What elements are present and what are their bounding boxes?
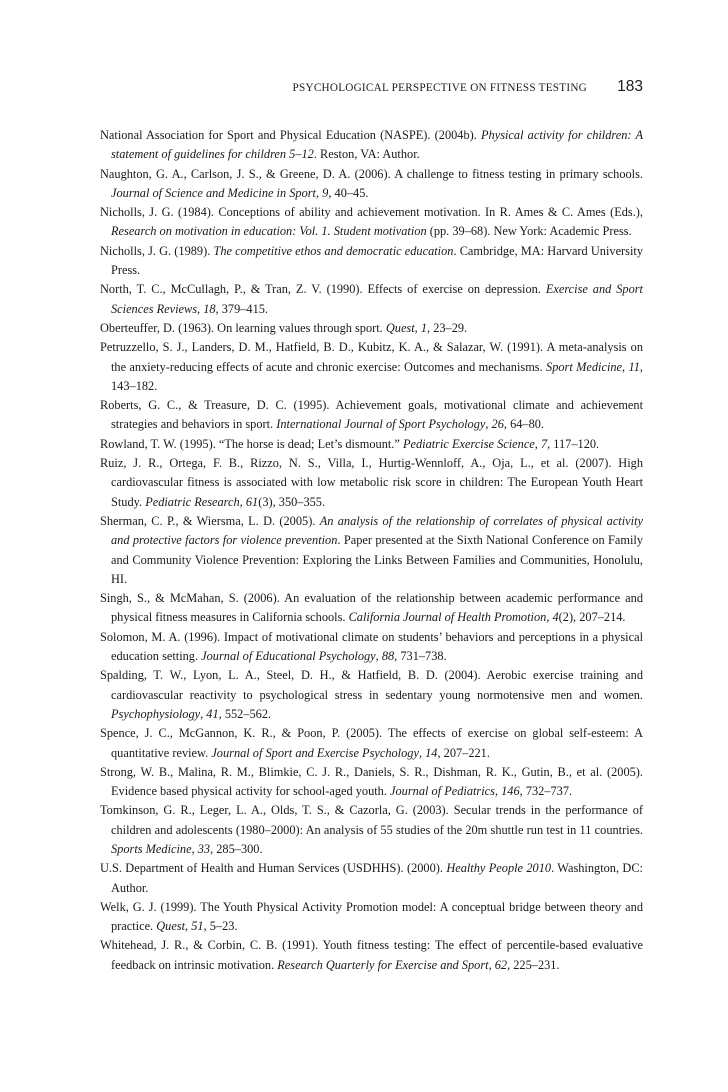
reference-text: Solomon, M. A. (1996). Impact of motivational climate on students’ behaviors and perceptions in a physical education setting.	[100, 629, 643, 664]
reference-italic-text: 26	[491, 417, 504, 432]
reference-italic-text: Psychophysiology	[111, 706, 201, 721]
reference-text: , 731–738.	[394, 649, 447, 664]
reference-text: , 143–182.	[111, 359, 643, 393]
reference-text: Whitehead, J. R., & Corbin, C. B. (1991). Youth fitness testing: The effect of percentile-based evaluative feedback on intrinsic motivation.	[100, 938, 643, 972]
reference-italic-text: Sport Medicine	[546, 359, 623, 374]
reference-italic-text: International Journal of Sport Psychology	[276, 417, 486, 432]
reference-italic-text: 88	[381, 649, 395, 664]
reference-entry	[100, 396, 643, 435]
reference-text: Rowland, T. W. (1995). “The horse is dead; Let’s dismount.”	[100, 436, 403, 451]
reference-entry	[100, 628, 643, 667]
reference-italic-text: 14	[425, 745, 438, 760]
reference-entry	[100, 126, 643, 165]
reference-text: ,	[316, 185, 323, 200]
reference-italic-text: Physical activity for children: A statement of guidelines for children 5–12	[111, 128, 643, 162]
reference-text: , 285–300.	[210, 841, 263, 856]
reference-entry	[100, 319, 643, 338]
page-number: 183	[617, 78, 643, 95]
reference-text: , 117–120.	[547, 436, 600, 451]
reference-italic-text: Journal of Pediatrics	[390, 784, 495, 799]
reference-italic-text: Research on motivation in education: Vol. 1. Student motivation	[111, 224, 427, 239]
reference-text: , 732–737.	[519, 784, 573, 799]
reference-text: U.S. Department of Health and Human Services (USDHHS). (2000).	[100, 861, 447, 876]
reference-italic-text: 62	[494, 957, 508, 972]
reference-text: ,	[485, 417, 492, 432]
reference-text: . Reston, VA: Author.	[313, 147, 420, 162]
reference-italic-text: 4	[552, 610, 559, 625]
reference-entry	[100, 801, 643, 859]
reference-italic-text: 51	[191, 919, 204, 934]
reference-entry	[100, 724, 643, 763]
reference-entry	[100, 280, 643, 319]
reference-entry	[100, 763, 643, 802]
reference-entry	[100, 165, 643, 204]
reference-text: Tomkinson, G. R., Leger, L. A., Olds, T. S., & Cazorla, G. (2003). Secular trends in the performance of children and adolescents (1980–2000): An analysis of 55 studies of the 20m shuttle run test in 11 countries.	[100, 803, 643, 837]
reference-text: . Cambridge, MA: Harvard University Press.	[111, 243, 643, 278]
reference-italic-text: Research Quarterly for Exercise and Sport	[277, 957, 489, 972]
reference-text: . Washington, DC: Author.	[111, 861, 643, 895]
reference-italic-text: 7	[540, 436, 548, 451]
reference-italic-text: Healthy People 2010	[446, 861, 552, 876]
reference-list	[100, 126, 643, 975]
reference-italic-text: Sports Medicine	[111, 841, 192, 856]
reference-text: (3), 350–355.	[258, 494, 326, 509]
reference-text: Singh, S., & McMahan, S. (2006). An evaluation of the relationship between academic performance and physical fitness measures in California schools.	[100, 591, 643, 625]
reference-text: Naughton, G. A., Carlson, J. S., & Greene, D. A. (2006). A challenge to fitness testing in primary schools.	[100, 166, 643, 181]
reference-text: ,	[191, 841, 198, 856]
reference-italic-text: 146	[501, 784, 520, 799]
reference-text: , 40–45.	[328, 185, 369, 200]
running-title: PSYCHOLOGICAL PERSPECTIVE ON FITNESS TESTING	[292, 82, 587, 94]
reference-italic-text: 61	[245, 494, 259, 509]
reference-text: ,	[494, 784, 502, 799]
reference-italic-text: California Journal of Health Promotion	[348, 610, 547, 625]
reference-text: ,	[185, 919, 192, 934]
reference-text: , 23–29.	[427, 320, 468, 335]
reference-entry	[100, 242, 643, 281]
reference-text: , 64–80.	[503, 417, 545, 432]
reference-text: ,	[200, 706, 207, 721]
reference-entry	[100, 859, 643, 898]
reference-text: (2), 207–214.	[558, 610, 626, 625]
reference-text: Spence, J. C., McGannon, K. R., & Poon, P. (2005). The effects of exercise on global self-esteem: A quantitative review.	[100, 726, 643, 760]
reference-text: Petruzzello, S. J., Landers, D. M., Hatfield, B. D., Kubitz, K. A., & Salazar, W. (1991). A meta-analysis on the anxiety-reducing effects of acute and chronic exercise: Outcomes and mechanisms.	[100, 340, 643, 374]
reference-italic-text: Quest	[156, 919, 186, 934]
reference-entry	[100, 666, 643, 724]
reference-italic-text: 1	[420, 320, 428, 335]
reference-italic-text: 18	[203, 301, 216, 316]
reference-entry	[100, 589, 643, 628]
reference-text: . Paper presented at the Sixth National Conference on Family and Community Violence Prevention: Exploring the Links Between Families and Communities, Honolulu, HI.	[111, 533, 643, 586]
reference-text: (pp. 39–68). New York: Academic Press.	[426, 224, 632, 239]
reference-italic-text: Journal of Educational Psychology	[201, 649, 376, 664]
reference-text: Roberts, G. C., & Treasure, D. C. (1995). Achievement goals, motivational climate and achievement strategies and behaviors in sport.	[100, 398, 643, 432]
reference-italic-text: 41	[206, 706, 219, 721]
reference-text: Ruiz, J. R., Ortega, F. B., Rizzo, N. S., Villa, I., Hurtig-Wennloff, A., Oja, L., et al. (2007). High cardiovascular fitness is associated with low metabolic risk score in children: The European Youth Heart Study.	[100, 456, 643, 509]
reference-text: National Association for Sport and Physical Education (NASPE). (2004b).	[100, 128, 481, 142]
reference-text: ,	[375, 649, 382, 664]
reference-text: ,	[546, 610, 553, 625]
reference-italic-text: 9	[322, 185, 329, 200]
reference-italic-text: Quest	[385, 320, 415, 335]
reference-entry	[100, 454, 643, 512]
reference-text: ,	[534, 436, 541, 451]
reference-text: ,	[197, 301, 204, 316]
reference-text: , 379–415.	[215, 301, 269, 316]
reference-text: ,	[622, 359, 629, 374]
reference-text: Sherman, C. P., & Wiersma, L. D. (2005).	[100, 513, 320, 528]
reference-text: Nicholls, J. G. (1989).	[100, 243, 214, 258]
reference-text: , 552–562.	[218, 706, 272, 721]
reference-italic-text: An analysis of the relationship of correlates of physical activity and protective factors for violence prevention	[111, 513, 643, 548]
reference-text: ,	[418, 745, 426, 760]
reference-entry	[100, 936, 643, 975]
reference-text: ,	[414, 320, 421, 335]
reference-text: , 5–23.	[203, 919, 238, 934]
reference-text: ,	[239, 494, 246, 509]
reference-text: Nicholls, J. G. (1984). Conceptions of ability and achievement motivation. In R. Ames & C. Ames (Eds.),	[100, 205, 643, 220]
reference-text: North, T. C., McCullagh, P., & Tran, Z. V. (1990). Effects of exercise on depression.	[100, 282, 546, 297]
reference-italic-text: 33	[197, 841, 211, 856]
reference-italic-text: Pediatric Research	[145, 494, 240, 509]
reference-text: Oberteuffer, D. (1963). On learning values through sport.	[100, 320, 386, 335]
reference-entry	[100, 435, 643, 454]
reference-text: Spalding, T. W., Lyon, L. A., Steel, D. H., & Hatfield, B. D. (2004). Aerobic exercise training and cardiovascular reactivity to psychological stress in sedentary young normotensive men and women.	[100, 668, 643, 702]
reference-entry	[100, 203, 643, 242]
reference-italic-text: Exercise and Sport Sciences Reviews	[111, 282, 643, 316]
reference-text: ,	[488, 957, 495, 972]
reference-italic-text: The competitive ethos and democratic education	[213, 243, 454, 258]
reference-text: Welk, G. J. (1999). The Youth Physical Activity Promotion model: A conceptual bridge between theory and practice.	[100, 899, 643, 934]
reference-text: Strong, W. B., Malina, R. M., Blimkie, C. J. R., Daniels, S. R., Dishman, R. K., Gutin, B., et al. (2005). Evidence based physical activity for school-aged youth.	[100, 764, 643, 799]
reference-entry	[100, 898, 643, 937]
reference-italic-text: 11	[628, 359, 640, 374]
reference-italic-text: Journal of Sport and Exercise Psychology	[211, 745, 419, 760]
running-header	[100, 79, 643, 99]
reference-italic-text: Journal of Science and Medicine in Sport	[111, 185, 316, 200]
reference-entry	[100, 512, 643, 589]
reference-italic-text: Pediatric Exercise Science	[402, 436, 535, 451]
reference-entry	[100, 338, 643, 396]
reference-text: , 225–231.	[507, 957, 560, 972]
reference-text: , 207–221.	[437, 745, 490, 760]
